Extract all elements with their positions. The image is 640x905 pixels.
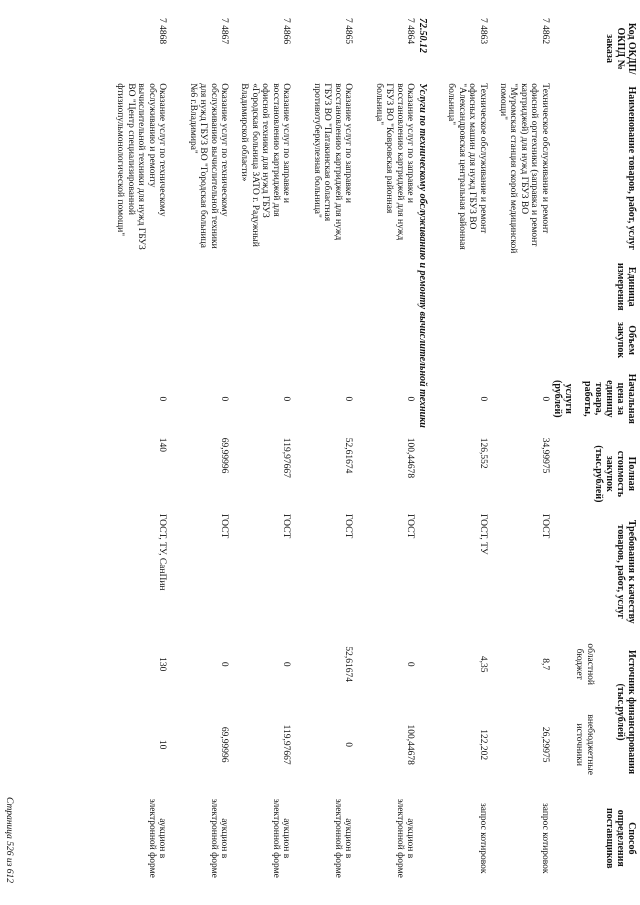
row-regional: 52,61674 <box>343 646 354 682</box>
row-full-cost: 69,99996 <box>219 437 230 474</box>
row-name: Оказание услуг по техническому обслуживанию и ремонту вычислительной техники для нужд ГБУЗ ВО "Центр специализированной фтизиопульмонологической помощи" <box>115 83 168 250</box>
table-row <box>427 16 489 884</box>
row-extra: 26,29975 <box>540 726 550 763</box>
row-full-cost: 126,552 <box>478 437 488 469</box>
row-method: аукцион в электронной форме <box>333 798 354 878</box>
row-method: аукцион в электронной форме <box>147 798 168 878</box>
row-code: 7 4866 <box>281 18 292 45</box>
row-extra: 10 <box>157 739 168 750</box>
row-code: 7 4863 <box>478 18 488 45</box>
row-requirements: ГОСТ <box>540 513 550 539</box>
row-method: запрос котировок <box>478 803 488 874</box>
header-requirements: Требования к качеству товаров, работ, услуг <box>615 519 637 624</box>
header-full-cost: Полная стоимость закупок (тыс.рублей) <box>593 445 637 503</box>
row-name: Оказание услуг по заправке и восстановлению картриджей для нужд ГБУЗ ВО "Ковровская районная больница" <box>374 83 416 241</box>
row-price: 0 <box>281 396 292 402</box>
row-price: 0 <box>478 396 488 402</box>
row-extra: 69,99996 <box>219 726 230 763</box>
table-row <box>293 16 355 884</box>
header-funding-regional: областной бюджет <box>574 643 596 685</box>
row-full-cost: 140 <box>157 437 168 453</box>
row-method: запрос котировок <box>540 803 550 874</box>
row-regional: 8,7 <box>540 658 550 671</box>
header-method: Способ определения поставщиков <box>604 807 637 869</box>
row-regional: 0 <box>405 661 416 667</box>
row-code: 7 4864 <box>405 18 416 45</box>
row-name: Техническое обслуживание и ремонт офисных машин для нужд ГБУЗ ВО "Александровская центральная районная больница" <box>446 83 488 250</box>
row-full-cost: 52,61674 <box>343 437 354 474</box>
row-requirements: ГОСТ, ТУ <box>478 513 488 555</box>
row-method: аукцион в электронной форме <box>271 798 292 878</box>
header-volume: Объем закупок <box>615 322 637 359</box>
procurement-table <box>107 16 639 884</box>
row-regional: 4,35 <box>478 655 488 673</box>
row-requirements: ГОСТ <box>281 513 292 539</box>
header-funding: Источник финансирования (тыс.рублей) <box>615 649 637 775</box>
table-header <box>551 16 638 884</box>
row-extra: 119,97667 <box>281 724 292 765</box>
header-code: Код ОКДП/ ОКПД № заказа <box>604 22 637 75</box>
row-code: 7 4868 <box>157 18 168 45</box>
row-price: 0 <box>157 396 168 402</box>
table-row <box>169 16 231 884</box>
header-funding-extra: внебюджетные источники <box>574 714 596 775</box>
section-code: 72.50.12 <box>417 18 428 53</box>
row-name: Оказание услуг по заправке и восстановлению картриджей для офисной техники для нужд ГБУЗ «Городская больница ЗАТО г. Радужный Владимирской области» <box>239 83 292 247</box>
row-name: Оказание услуг по техническому обслуживанию вычислительной техники для нужд ГБУЗ ВО "Городская больница №6 г.Владимира" <box>188 83 230 249</box>
table-row <box>231 16 293 884</box>
table-row <box>355 16 417 884</box>
row-full-cost: 34,99975 <box>540 437 550 474</box>
section-row <box>417 16 428 884</box>
row-full-cost: 119,97667 <box>281 437 292 478</box>
header-price-main: Начальная цена за единицу товара, работы, <box>582 373 637 424</box>
row-method: аукцион в электронной форме <box>209 798 230 878</box>
row-price: 0 <box>343 396 354 402</box>
row-requirements: ГОСТ <box>219 513 230 539</box>
row-requirements: ГОСТ <box>405 513 416 539</box>
row-regional: 130 <box>157 657 168 672</box>
row-code: 7 4867 <box>219 18 230 45</box>
row-requirements: ГОСТ, ТУ, СанПин <box>157 513 168 591</box>
row-method: аукцион в электронной форме <box>395 798 416 878</box>
table-row <box>107 16 169 884</box>
row-price: 0 <box>540 396 550 402</box>
header-price-unit: услуги (рублей) <box>552 380 574 418</box>
row-code: 7 4862 <box>540 18 550 45</box>
header-price <box>551 362 638 436</box>
table-row <box>489 16 551 884</box>
row-requirements: ГОСТ <box>343 513 354 539</box>
row-regional: 0 <box>281 661 292 667</box>
row-name: Техническое обслуживание и ремонт офисной оргтехники (заправка и ремонт картриджей) для нужд ГБУЗ ВО "Муромская станция скорой медицинской помощи" <box>498 83 550 254</box>
row-full-cost: 100,44678 <box>405 437 416 479</box>
row-price: 0 <box>219 396 230 402</box>
page-number: Страница 526 из 612 <box>4 797 14 883</box>
row-regional: 0 <box>219 661 230 667</box>
row-extra: 100,44678 <box>405 724 416 765</box>
row-extra: 0 <box>343 742 354 748</box>
header-unit: Единица измерения <box>615 262 637 311</box>
row-name: Оказание услуг по заправке и восстановлению картриджей для нужд ГБУЗ ВО "Патакинская областная противотуберкулезная больница" <box>312 83 354 241</box>
header-name: Наименование товаров, работ, услуг <box>626 86 637 251</box>
row-code: 7 4865 <box>343 18 354 45</box>
row-price: 0 <box>405 396 416 402</box>
section-title: Услуги по техническому обслуживанию и ремонту вычислительной техники <box>417 83 428 428</box>
row-extra: 122,202 <box>478 729 488 761</box>
